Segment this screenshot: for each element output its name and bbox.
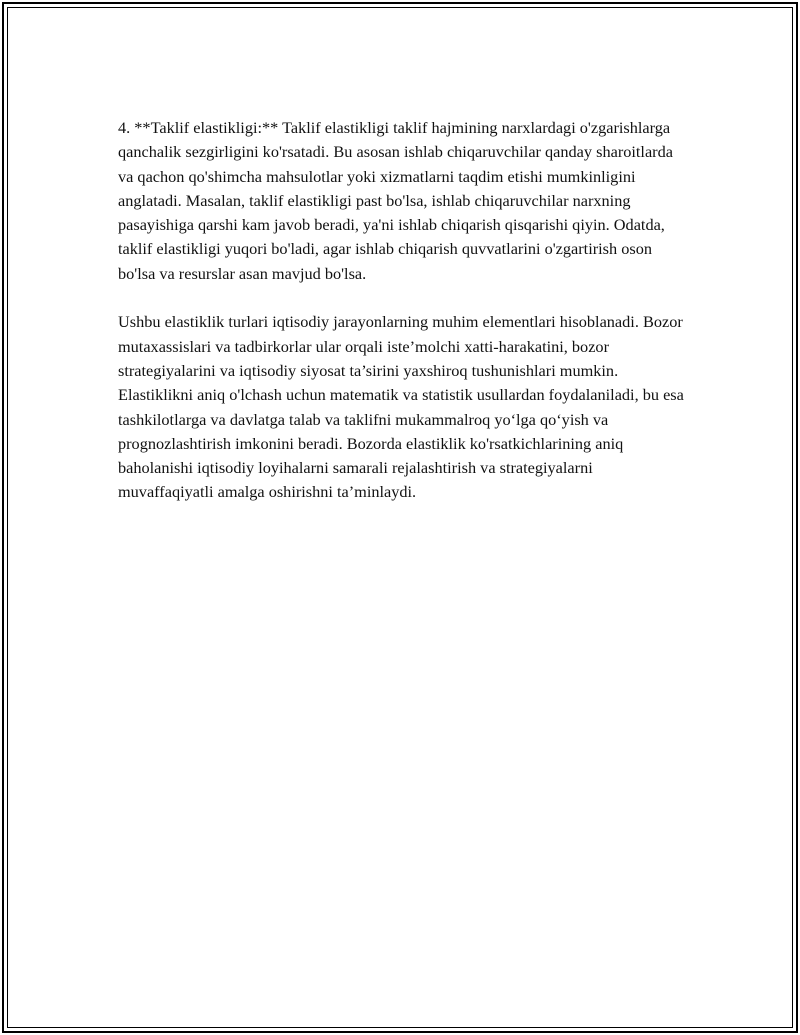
paragraph-conclusion: Ushbu elastiklik turlari iqtisodiy jarayonlarning muhim elementlari hisoblanadi. Bozor mutaxassislari va tadbirkorlar ular orqali iste’molchi xatti-harakatini, bozor strategiyalarini va iqtisodiy siyosat ta’sirini yaxshiroq tushunishlari mumkin. Elastiklikni aniq o'lchash uchun matematik va statistik usullardan foydalaniladi, bu esa tashkilotlarga va davlatga talab va taklifni mukammalroq yo‘lga qo‘yish va prognozlashtirish imkonini beradi. Bozorda elastiklik ko'rsatkichlarining aniq baholanishi iqtisodiy loyihalarni samarali rejalashtirish va strategiyalarni muvaffaqiyatli amalga oshirishni ta’minlaydi. [118, 312, 684, 502]
paragraph-supply-elasticity: 4. **Taklif elastikligi:** Taklif elastikligi taklif hajmining narxlardagi o'zgarishlarga qanchalik sezgirligini ko'rsatadi. Bu asosan ishlab chiqaruvchilar qanday sharoitlarda va qachon qo'shimcha mahsulotlar yoki xizmatlarni taqdim etishi mumkinligini anglatadi. Masalan, taklif elastikligi past bo'lsa, ishlab chiqaruvchilar narxning pasayishiga qarshi kam javob beradi, ya'ni ishlab chiqarish qisqarishi qiyin. Odatda, taklif elastikligi yuqori bo'ladi, agar ishlab chiqarish quvvatlarini o'zgartirish oson bo'lsa va resurslar asan mavjud bo'lsa. [118, 118, 673, 283]
document-body [118, 116, 690, 505]
